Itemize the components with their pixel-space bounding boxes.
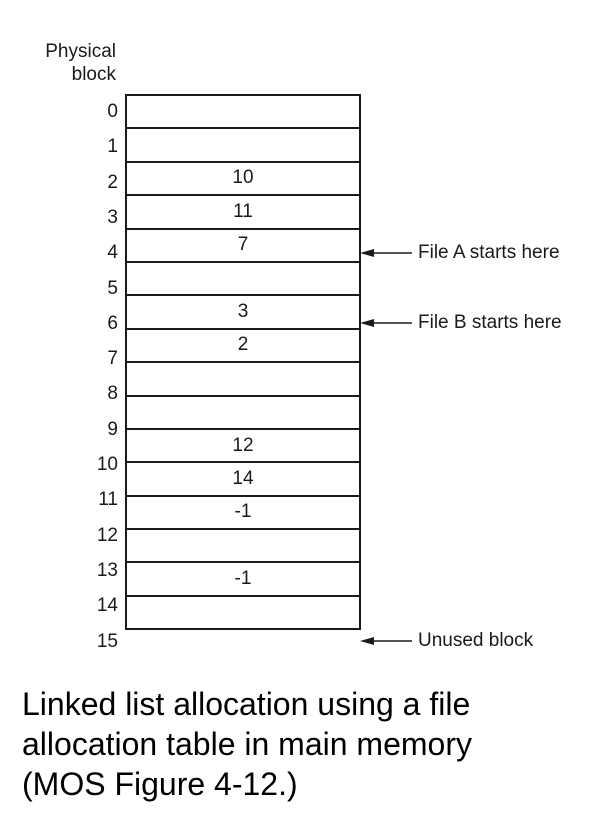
fat-row [127, 495, 359, 528]
fat-row [127, 161, 359, 194]
fat-row [127, 528, 359, 561]
fat-row [127, 294, 359, 327]
block-index: 2 [107, 171, 118, 193]
fat-row [127, 228, 359, 261]
pointer-annotation [360, 624, 533, 659]
fat-entry-value: 7 [237, 234, 249, 256]
fat-entry-value [127, 397, 359, 428]
fat-table [125, 94, 361, 630]
fat-row [127, 461, 359, 494]
fat-entry-value [127, 597, 359, 628]
fat-row [127, 561, 359, 594]
fat-entry-value: -1 [234, 568, 252, 590]
fat-row [127, 127, 359, 160]
pointer-annotation [360, 235, 560, 270]
fat-entry-value: 14 [232, 467, 254, 489]
left-arrow-icon [360, 317, 412, 329]
block-index: 5 [107, 277, 118, 299]
pointer-label: Unused block [418, 630, 534, 651]
block-index: 6 [107, 312, 118, 334]
fat-row [127, 194, 359, 227]
block-index: 11 [98, 489, 118, 511]
fat-entry-value [127, 363, 359, 394]
block-index: 8 [107, 383, 118, 405]
block-index: 12 [96, 524, 118, 546]
fat-row [127, 328, 359, 361]
fat-entry-value: 11 [233, 200, 253, 222]
block-index: 14 [96, 595, 118, 617]
fat-entry-value [127, 129, 359, 160]
block-index: 9 [107, 418, 118, 440]
pointer-label: File A starts here [418, 241, 560, 263]
caption-line-2: allocation table in main memory [22, 726, 472, 762]
block-index: 13 [96, 559, 118, 581]
block-index: 7 [107, 348, 118, 370]
block-index: 3 [107, 206, 118, 228]
fat-row [127, 261, 359, 294]
caption-line-1: Linked list allocation using a file [22, 686, 471, 722]
left-arrow-icon [360, 247, 412, 259]
fat-row [127, 395, 359, 428]
fat-entry-value: 2 [237, 334, 249, 356]
block-index: 15 [96, 630, 118, 652]
fat-entry-value [127, 530, 359, 561]
block-index: 10 [96, 454, 118, 475]
fat-entry-value: 10 [232, 167, 254, 189]
fat-row [127, 595, 359, 628]
fat-entry-value: 3 [237, 301, 249, 323]
block-index: 4 [107, 242, 118, 264]
fat-row [127, 428, 359, 461]
header-line-2: block [71, 64, 116, 85]
block-index: 0 [107, 101, 118, 122]
figure-caption [22, 684, 592, 804]
fat-row [127, 96, 359, 127]
caption-line-3: (MOS Figure 4-12.) [22, 766, 298, 802]
block-index: 1 [107, 136, 118, 158]
left-arrow-icon [360, 635, 412, 647]
fat-entry-value: 12 [232, 434, 254, 456]
fat-row [127, 361, 359, 394]
pointer-label: File B starts here [418, 312, 562, 334]
fat-entry-value: -1 [234, 501, 252, 523]
pointer-annotation [360, 306, 562, 341]
fat-entry-value [127, 96, 359, 127]
header-line-1: Physical [45, 41, 116, 62]
physical-block-header [20, 40, 116, 86]
fat-entry-value [127, 263, 359, 294]
